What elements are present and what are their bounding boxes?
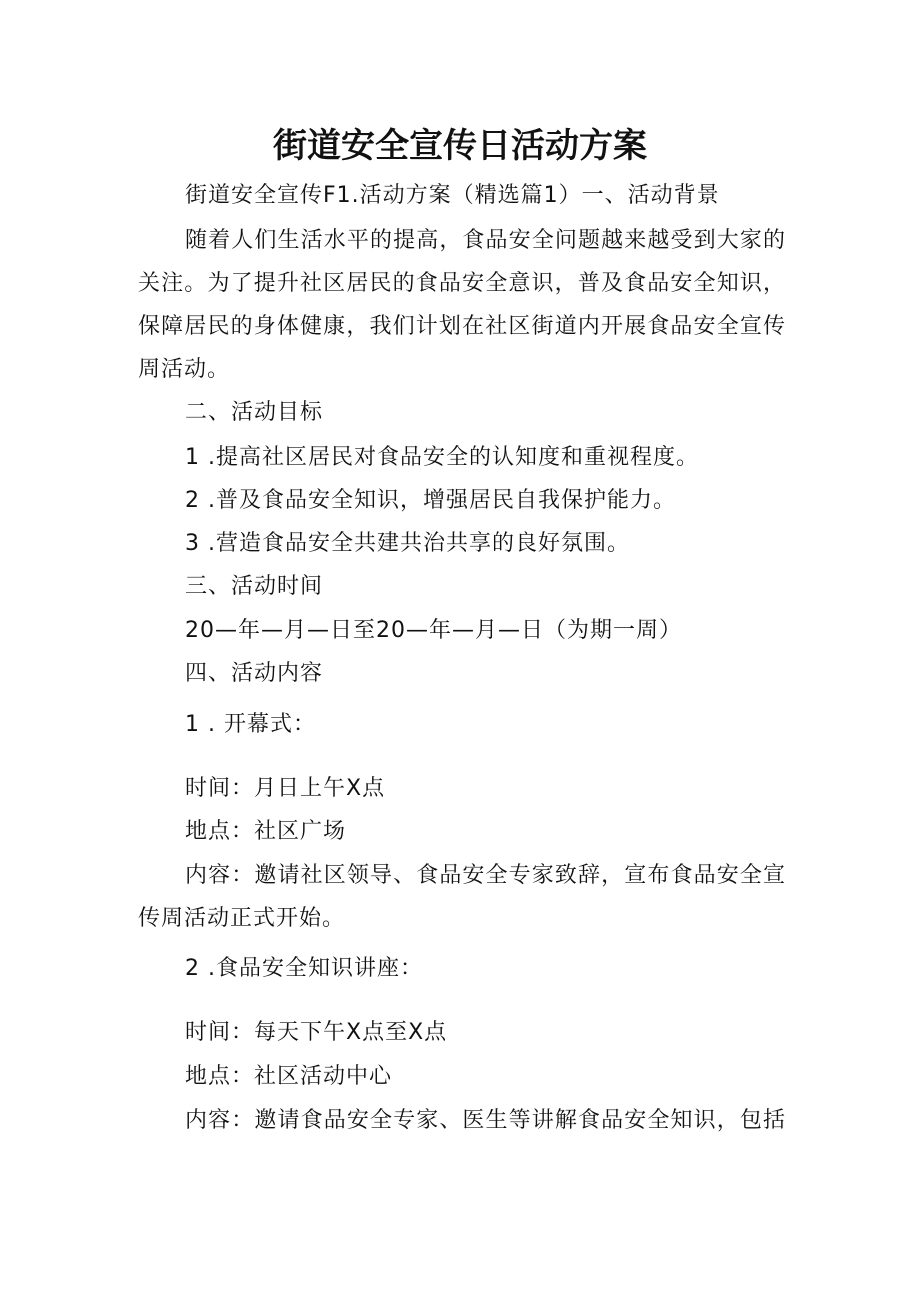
- section-heading: 三、活动时间: [185, 574, 324, 599]
- detail-line: 时间：每天下午X点至X点: [185, 1020, 448, 1045]
- list-item: 1 .提高社区居民对食品安全的认知度和重视程度。: [185, 445, 699, 470]
- list-item: 3 .营造食品安全共建共治共享的良好氛围。: [185, 531, 630, 556]
- detail-line: 传周活动正式开始。: [138, 906, 346, 931]
- detail-line: 时间：月日上午X点: [185, 776, 386, 801]
- document-title: 街道安全宣传日活动方案: [273, 126, 647, 166]
- detail-line: 内容：邀请食品安全专家、医生等讲解食品安全知识，包括: [185, 1108, 786, 1133]
- detail-line: 地点：社区活动中心: [185, 1064, 393, 1089]
- paragraph-line: 关注。为了提升社区居民的食品安全意识，普及食品安全知识，: [138, 271, 786, 296]
- section-heading: 四、活动内容: [185, 661, 324, 686]
- section-heading: 二、活动目标: [185, 400, 324, 425]
- sub-heading: 2 .食品安全知识讲座：: [185, 956, 423, 981]
- paragraph-line: 周活动。: [138, 357, 231, 382]
- date-range-line: 20—年—月—日至20—年—月—日（为期一周）: [185, 618, 682, 643]
- paragraph-line: 保障居民的身体健康，我们计划在社区街道内开展食品安全宣传: [138, 314, 786, 339]
- sub-heading: 1 . 开幕式：: [185, 712, 316, 737]
- intro-line: 街道安全宣传F1.活动方案（精选篇1）一、活动背景: [185, 183, 720, 208]
- detail-line: 地点：社区广场: [185, 819, 347, 844]
- paragraph-line: 随着人们生活水平的提高，食品安全问题越来越受到大家的: [185, 228, 786, 253]
- list-item: 2 .普及食品安全知识，增强居民自我保护能力。: [185, 488, 676, 513]
- detail-line: 内容：邀请社区领导、食品安全专家致辞，宣布食品安全宣: [185, 863, 786, 888]
